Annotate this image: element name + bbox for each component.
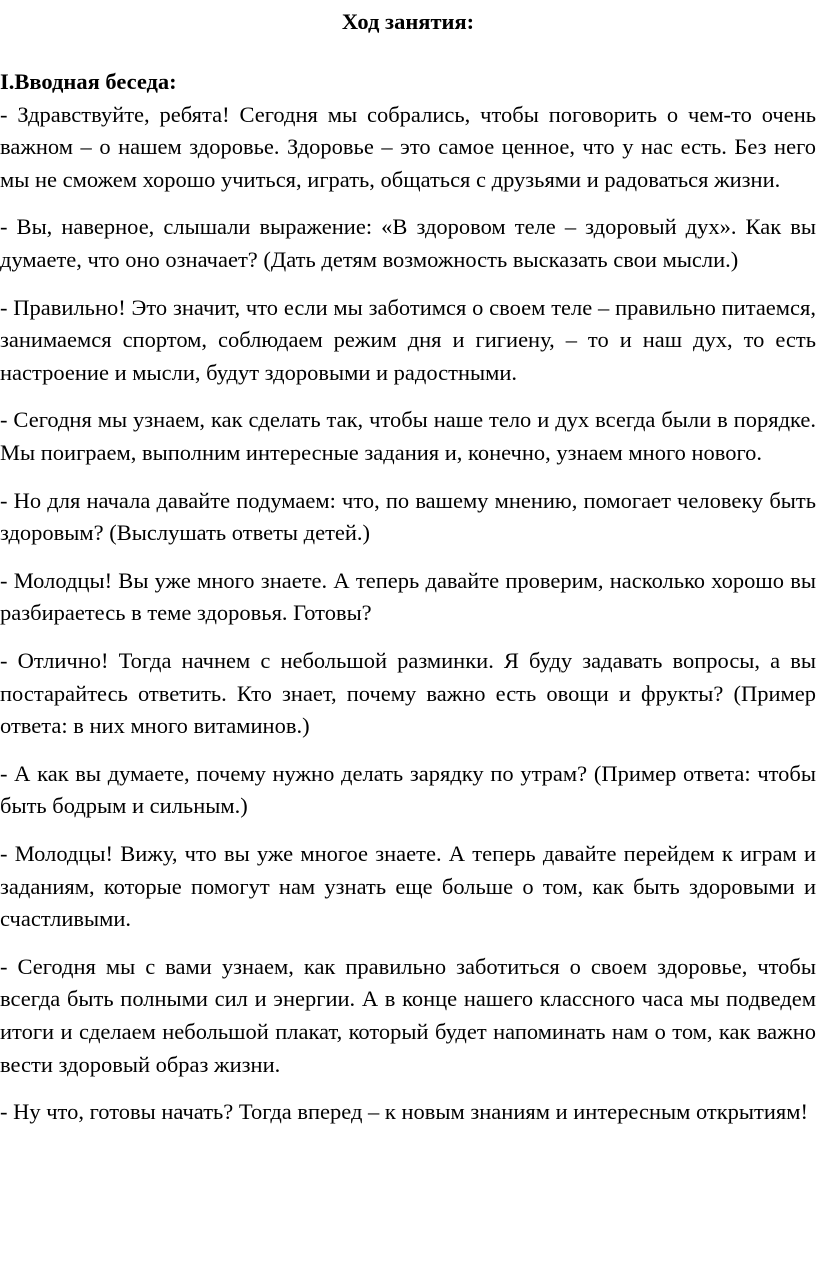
document-title: Ход занятия: [341, 9, 475, 34]
paragraph-1: - Здравствуйте, ребята! Сегодня мы собрались, чтобы поговорить о чем-то очень важном – о нашем здоровье. Здоровье – это самое ценное, что у нас есть. Без него мы не сможем хорошо учиться, играть, общаться с друзьями и радоваться жизни. [0, 101, 816, 193]
paragraph-3: - Правильно! Это значит, что если мы заботимся о своем теле – правильно питаемся, занимаемся спортом, соблюдаем режим дня и гигиену, – то и наш дух, то есть настроение и мысли, будут здоровыми и радостными. [0, 294, 816, 386]
paragraph-8: - А как вы думаете, почему нужно делать зарядку по утрам? (Пример ответа: чтобы быть бодрым и сильным.) [0, 760, 816, 819]
paragraph-5: - Но для начала давайте подумаем: что, по вашему мнению, помогает человеку быть здоровым? (Выслушать ответы детей.) [0, 487, 816, 546]
paragraph-9: - Молодцы! Вижу, что вы уже многое знаете. А теперь давайте перейдем к играм и заданиям, которые помогут нам узнать еще больше о том, как быть здоровыми и счастливыми. [0, 840, 816, 932]
section-heading: I.Вводная беседа: [0, 68, 177, 94]
paragraph-10: - Сегодня мы с вами узнаем, как правильно заботиться о своем здоровье, чтобы всегда быть полными сил и энергии. А в конце нашего классного часа мы подведем итоги и сделаем небольшой плакат, который будет напоминать нам о том, как важно вести здоровый образ жизни. [0, 953, 816, 1078]
paragraph-4: - Сегодня мы узнаем, как сделать так, чтобы наше тело и дух всегда были в порядке. Мы поиграем, выполним интересные задания и, конечно, узнаем много нового. [0, 407, 816, 466]
paragraph-11: - Ну что, готовы начать? Тогда вперед – к новым знаниям и интересным открытиям! [0, 1099, 809, 1125]
paragraph-7: - Отлично! Тогда начнем с небольшой разминки. Я буду задавать вопросы, а вы постарайтесь ответить. Кто знает, почему важно есть овощи и фрукты? (Пример ответа: в них много витаминов.) [0, 647, 816, 739]
paragraph-2: - Вы, наверное, слышали выражение: «В здоровом теле – здоровый дух». Как вы думаете, что оно означает? (Дать детям возможность высказать свои мысли.) [0, 214, 816, 273]
paragraph-6: - Молодцы! Вы уже много знаете. А теперь давайте проверим, насколько хорошо вы разбираетесь в теме здоровья. Готовы? [0, 567, 816, 626]
